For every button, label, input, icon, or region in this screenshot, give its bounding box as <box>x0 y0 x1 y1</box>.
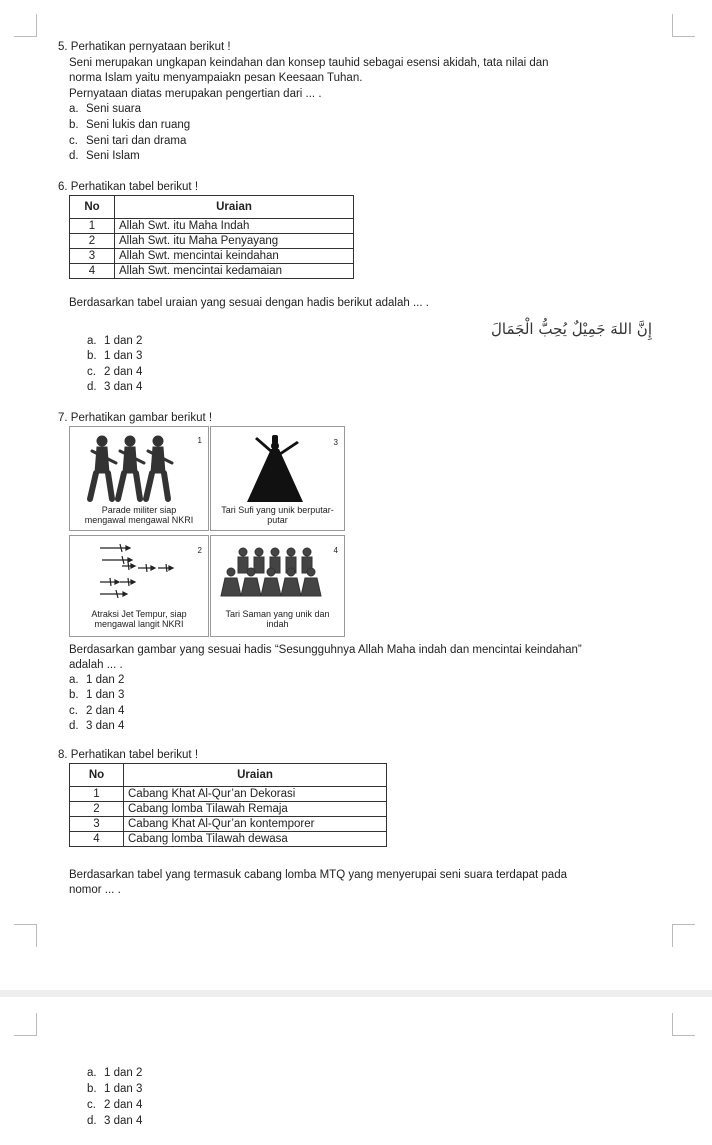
table-row: 3 Cabang Khat Al-Qur’an kontemporer <box>70 817 387 832</box>
q6-option-c: c. 2 dan 4 <box>87 366 143 378</box>
q7-option-c: c. 2 dan 4 <box>69 705 125 717</box>
whirling-dervish-illustration <box>211 427 344 507</box>
q8-number: 8. <box>58 749 68 761</box>
table-row: 4 Cabang lomba Tilawah dewasa <box>70 832 387 847</box>
q8-table <box>69 763 387 847</box>
crop-mark-bottom-right <box>672 924 695 947</box>
q7-image-1-parade <box>69 426 209 531</box>
q6-heading <box>58 180 198 196</box>
q8-heading <box>58 748 198 764</box>
q8-title: Perhatikan tabel berikut ! <box>70 749 199 761</box>
q8-option-c: c. 2 dan 4 <box>87 1099 143 1111</box>
table-row: 3 Allah Swt. mencintai keindahan <box>70 249 354 264</box>
q5-question: Pernyataan diatas merupakan pengertian dari ... . <box>69 88 322 100</box>
q7-option-d: d. 3 dan 4 <box>69 720 125 732</box>
image-caption: Parade militer siap mengawal mengawal NKRI <box>84 505 194 525</box>
image-number: 3 <box>333 438 338 447</box>
q5-title: Perhatikan pernyataan berikut ! <box>70 41 231 53</box>
table-row: 2 Cabang lomba Tilawah Remaja <box>70 802 387 817</box>
q8-option-a: a. 1 dan 2 <box>87 1067 143 1079</box>
q8-question-line1: Berdasarkan tabel yang termasuk cabang lomba MTQ yang menyerupai seni suara terdapat pada <box>69 869 567 881</box>
table-row: 4 Allah Swt. mencintai kedamaian <box>70 264 354 279</box>
image-number: 4 <box>333 546 338 555</box>
q7-question-line2: adalah ... . <box>69 659 123 671</box>
q6-hadith-arabic: إِنَّ اللهَ جَمِيْلٌ يُحِبُّ الْجَمَالَ <box>491 320 652 338</box>
q6-table <box>69 195 354 279</box>
jets-illustration <box>70 536 208 606</box>
image-caption: Atraksi Jet Tempur, siap mengawal langit NKRI <box>91 609 187 629</box>
table-header-uraian: Uraian <box>115 196 354 219</box>
q7-option-a: a. 1 dan 2 <box>69 674 125 686</box>
q7-heading <box>58 411 212 427</box>
q5-line1: Seni merupakan ungkapan keindahan dan konsep tauhid sebagai esensi akidah, tata nilai dan <box>69 57 549 69</box>
image-caption: Tari Saman yang unik dan indah <box>225 609 330 629</box>
q7-number: 7. <box>58 412 68 424</box>
q5-option-c: c. Seni tari dan drama <box>69 135 187 147</box>
crop-mark-top-right <box>672 1013 695 1036</box>
crop-mark-top-left <box>14 14 37 37</box>
q6-option-d: d. 3 dan 4 <box>87 381 143 393</box>
q5-line2: norma Islam yaitu menyampaiakn pesan Keesaan Tuhan. <box>69 72 363 84</box>
q6-option-a: a. 1 dan 2 <box>87 335 143 347</box>
soldiers-illustration <box>70 427 208 507</box>
table-header-uraian: Uraian <box>124 764 387 787</box>
q6-option-b: b. 1 dan 3 <box>87 350 143 362</box>
crop-mark-bottom-left <box>14 924 37 947</box>
q5-heading <box>58 40 231 56</box>
q7-option-b: b. 1 dan 3 <box>69 689 125 701</box>
q7-question-line1: Berdasarkan gambar yang sesuai hadis “Sesungguhnya Allah Maha indah dan mencintai keindahan” <box>69 644 582 656</box>
page-divider <box>0 990 712 997</box>
q6-number: 6. <box>58 181 68 193</box>
crop-mark-top-right <box>672 14 695 37</box>
q7-image-4-saman-dance <box>210 535 345 637</box>
q6-title: Perhatikan tabel berikut ! <box>70 181 199 193</box>
q8-option-d: d. 3 dan 4 <box>87 1115 143 1127</box>
image-caption: Tari Sufi yang unik berputar- putar <box>221 505 334 525</box>
q5-number: 5. <box>58 41 68 53</box>
table-header-no: No <box>70 764 124 787</box>
q7-image-2-fighter-jets <box>69 535 209 637</box>
q5-option-a: a. Seni suara <box>69 103 141 115</box>
crop-mark-top-left <box>14 1013 37 1036</box>
q5-option-b: b. Seni lukis dan ruang <box>69 119 191 131</box>
image-number: 2 <box>197 546 202 555</box>
q5-option-d: d. Seni Islam <box>69 150 140 162</box>
image-number: 1 <box>197 436 202 445</box>
table-header-no: No <box>70 196 115 219</box>
document-page-2 <box>0 997 712 1145</box>
table-header-row <box>70 196 354 219</box>
q8-option-b: b. 1 dan 3 <box>87 1083 143 1095</box>
table-row: 1 Cabang Khat Al-Qur’an Dekorasi <box>70 787 387 802</box>
saman-dancers-illustration <box>211 536 344 606</box>
table-header-row <box>70 764 387 787</box>
q7-image-3-sufi-dance <box>210 426 345 531</box>
table-row: 2 Allah Swt. itu Maha Penyayang <box>70 234 354 249</box>
table-row: 1 Allah Swt. itu Maha Indah <box>70 219 354 234</box>
q8-question-line2: nomor ... . <box>69 884 121 896</box>
q6-question: Berdasarkan tabel uraian yang sesuai dengan hadis berikut adalah ... . <box>69 297 429 309</box>
q7-title: Perhatikan gambar berikut ! <box>70 412 213 424</box>
